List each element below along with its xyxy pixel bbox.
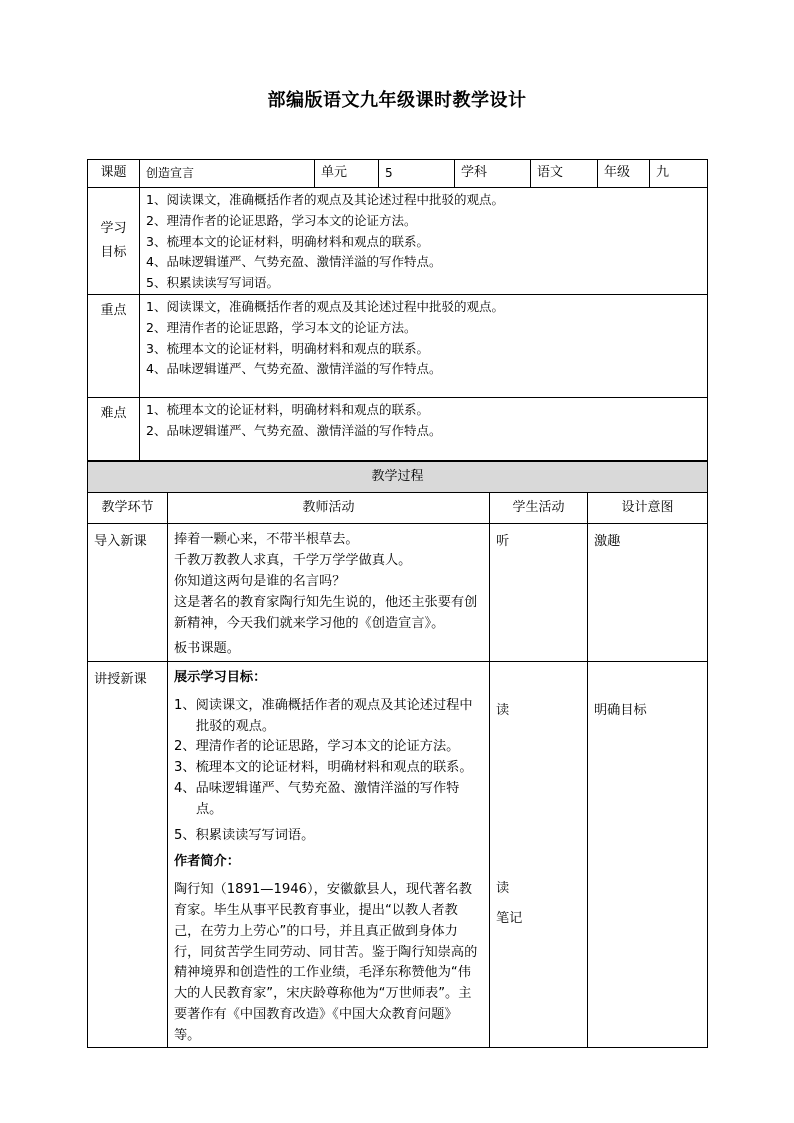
goals-label: 学习 目标 bbox=[88, 188, 140, 295]
course-value: 创造宣言 bbox=[140, 160, 315, 188]
list-item: 2、理清作者的论证思路，学习本文的论证方法。 bbox=[146, 212, 417, 228]
list-item: 3、梳理本文的论证材料，明确材料和观点的联系。 bbox=[146, 340, 429, 356]
student-activity-cell: 听 bbox=[490, 524, 588, 662]
list-item: 1、阅读课文，准确概括作者的观点及其论述过程中批驳的观点。 bbox=[146, 192, 504, 207]
difficult-points-row bbox=[88, 397, 708, 460]
process-section-title: 教学过程 bbox=[88, 462, 708, 493]
page-title: 部编版语文九年级课时教学设计 bbox=[267, 90, 527, 111]
column-header: 教师活动 bbox=[168, 493, 490, 524]
section-heading: 展示学习目标： bbox=[174, 670, 267, 685]
goals-list bbox=[140, 188, 708, 295]
grade-label: 年级 bbox=[598, 160, 650, 188]
info-header-row bbox=[88, 160, 708, 188]
teacher-activity-cell bbox=[168, 662, 490, 1048]
subject-label: 学科 bbox=[455, 160, 531, 188]
section-heading: 作者简介： bbox=[174, 854, 240, 870]
list-item: 3、梳理本文的论证材料，明确材料和观点的联系。 bbox=[174, 760, 473, 776]
column-header: 教学环节 bbox=[88, 493, 168, 524]
author-bio: 陶行知（1891—1946），安徽歙县人，现代著名教育家。毕生从事平民教育事业，提出“以教人者教己，在劳力上劳心”的口号，并且真正做到身体力行，同贫苦学生同劳动、同甘苦。鉴于陶行知崇高的精神境界和创造性的工作业绩，毛泽东称赞他为“伟大的人民教育家”，宋庆龄尊称他为“万世师表”。主要著作有《中国教育改造》《中国大众教育问题》等。 bbox=[174, 882, 478, 1043]
goals-row bbox=[88, 188, 708, 295]
process-header-row bbox=[88, 493, 708, 524]
list-item: 你知道这两句是谁的名言吗？ bbox=[174, 574, 346, 589]
list-item: 5、积累读读写写词语。 bbox=[174, 827, 315, 843]
table-row bbox=[88, 524, 708, 662]
list-item: 4、品味逻辑谨严、气势充盈、激情洋溢的写作特点。 bbox=[146, 361, 442, 377]
list-item: 千教万教教人求真，千学万学学做真人。 bbox=[174, 553, 412, 568]
design-intent-cell: 激趣 bbox=[588, 524, 708, 662]
list-item: 2、理清作者的论证思路，学习本文的论证方法。 bbox=[174, 739, 460, 755]
list-item: 捧着一颗心来，不带半根草去。 bbox=[174, 532, 359, 547]
list-item: 1、阅读课文，准确概括作者的观点及其论述过程中批驳的观点。 bbox=[146, 298, 504, 314]
lesson-info-table bbox=[87, 159, 708, 461]
stage-cell: 讲授新课 bbox=[88, 662, 168, 1048]
list-item: 板书课题。 bbox=[174, 641, 240, 656]
list-item: 2、品味逻辑谨严、气势充盈、激情洋溢的写作特点。 bbox=[146, 422, 442, 438]
key-points-row bbox=[88, 294, 708, 397]
teaching-process-table bbox=[87, 461, 708, 1048]
subject-value: 语文 bbox=[531, 160, 598, 188]
list-item: 4、品味逻辑谨严、气势充盈、激情洋溢的写作特点。 bbox=[146, 254, 442, 270]
list-item: 1、阅读课文，准确概括作者的观点及其论述过程中批驳的观点。 bbox=[174, 697, 473, 734]
list-item: 1、梳理本文的论证材料，明确材料和观点的联系。 bbox=[146, 401, 429, 417]
design-intent-cell: 明确目标 bbox=[588, 662, 708, 1048]
list-item: 5、积累读读写写词语。 bbox=[146, 275, 279, 291]
table-row bbox=[88, 662, 708, 1048]
teacher-activity-cell bbox=[168, 524, 490, 662]
grade-value: 九 bbox=[650, 160, 708, 188]
list-item: 3、梳理本文的论证材料，明确材料和观点的联系。 bbox=[146, 233, 429, 249]
difficult-label: 难点 bbox=[88, 397, 140, 460]
course-label: 课题 bbox=[88, 160, 140, 188]
list-item: 2、理清作者的论证思路，学习本文的论证方法。 bbox=[146, 319, 417, 335]
key-points-list bbox=[140, 294, 708, 397]
column-header: 学生活动 bbox=[490, 493, 588, 524]
column-header: 设计意图 bbox=[588, 493, 708, 524]
student-activity-cell: 读 读 笔记 bbox=[490, 662, 588, 1048]
key-label: 重点 bbox=[88, 294, 140, 397]
unit-label: 单元 bbox=[315, 160, 379, 188]
difficult-points-list bbox=[140, 397, 708, 460]
list-item: 4、品味逻辑谨严、气势充盈、激情洋溢的写作特点。 bbox=[174, 780, 460, 817]
stage-cell: 导入新课 bbox=[88, 524, 168, 662]
unit-value: 5 bbox=[379, 160, 455, 188]
list-item: 这是著名的教育家陶行知先生说的，他还主张要有创新精神，今天我们就来学习他的《创造宣言》。 bbox=[174, 595, 478, 631]
